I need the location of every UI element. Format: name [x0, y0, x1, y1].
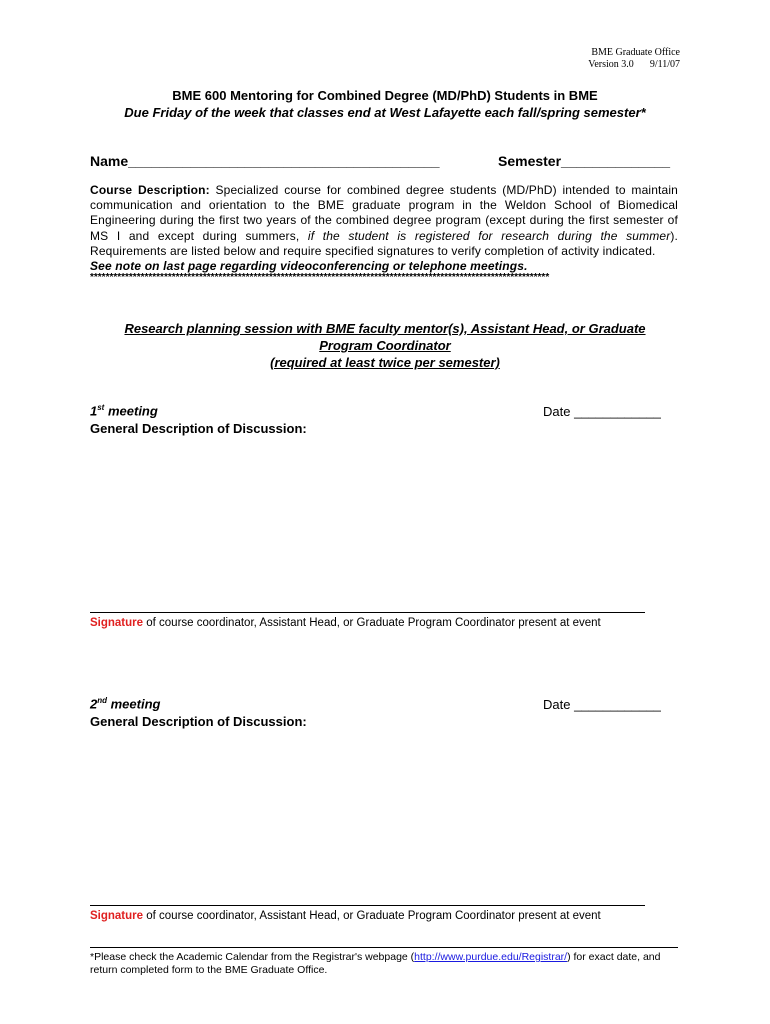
section-heading-line3: (required at least twice per semester) [270, 355, 500, 370]
course-description-text-2: ). Requirements are listed below and require specified signatures to verify completion of activity indicated. [90, 228, 678, 258]
section-heading-line2: Program Coordinator [319, 338, 451, 353]
header-date: 9/11/07 [649, 59, 680, 70]
meeting-2-signature-caption: Signature of course coordinator, Assistant Head, or Graduate Program Coordinator present at event [90, 910, 601, 922]
meeting-1-date-field[interactable]: Date ____________ [543, 404, 661, 419]
meeting-1-discussion-label: General Description of Discussion: [90, 421, 307, 436]
name-field[interactable]: Name________________________________________ [90, 153, 440, 169]
registrar-link[interactable]: http://www.purdue.edu/Registrar/ [414, 951, 568, 963]
header-version: Version 3.0 [588, 59, 634, 70]
meeting-2-date-field[interactable]: Date ____________ [543, 697, 661, 712]
header-version-line [588, 59, 680, 70]
document-subtitle: Due Friday of the week that classes end at West Lafayette each fall/spring semester* [124, 105, 646, 120]
course-description [90, 183, 678, 274]
course-description-text-1: Specialized course for combined degree students (MD/PhD) intended to maintain communication and orientation to the BME graduate program in the Weldon School of Biomedical Engineering during the first two years of the combined degree program (except during the first semester of MS I and except during summers, [90, 183, 678, 243]
meeting-1-discussion-area[interactable] [90, 440, 678, 605]
footnote-divider [90, 947, 678, 948]
meeting-2-discussion-area[interactable] [90, 733, 678, 898]
course-description-label: Course Description: [90, 183, 210, 197]
meeting-1-signature-caption: Signature of course coordinator, Assistant Head, or Graduate Program Coordinator present at event [90, 617, 601, 629]
course-description-italic: if the student is registered for research during the summer [307, 228, 671, 243]
asterisk-separator: ********************************************************************************************************************** [90, 272, 550, 283]
footnote: *Please check the Academic Calendar from the Registrar's webpage (http://www.purdue.edu/Registrar/) for exact date, and return completed form to the BME Graduate Office. [90, 951, 661, 976]
videoconference-note: See note on last page regarding videoconferencing or telephone meetings. [90, 259, 528, 274]
meeting-2-label: 2nd meeting [90, 696, 161, 712]
semester-field[interactable]: Semester______________ [498, 153, 671, 169]
meeting-1-signature-line[interactable] [90, 612, 645, 613]
meeting-2-discussion-label: General Description of Discussion: [90, 714, 307, 729]
section-heading-line1: Research planning session with BME faculty mentor(s), Assistant Head, or Graduate [124, 321, 646, 336]
meeting-1-label: 1st meeting [90, 403, 158, 419]
meeting-2-signature-line[interactable] [90, 905, 645, 906]
header-office: BME Graduate Office [591, 47, 680, 58]
document-title: BME 600 Mentoring for Combined Degree (MD/PhD) Students in BME [172, 88, 598, 103]
